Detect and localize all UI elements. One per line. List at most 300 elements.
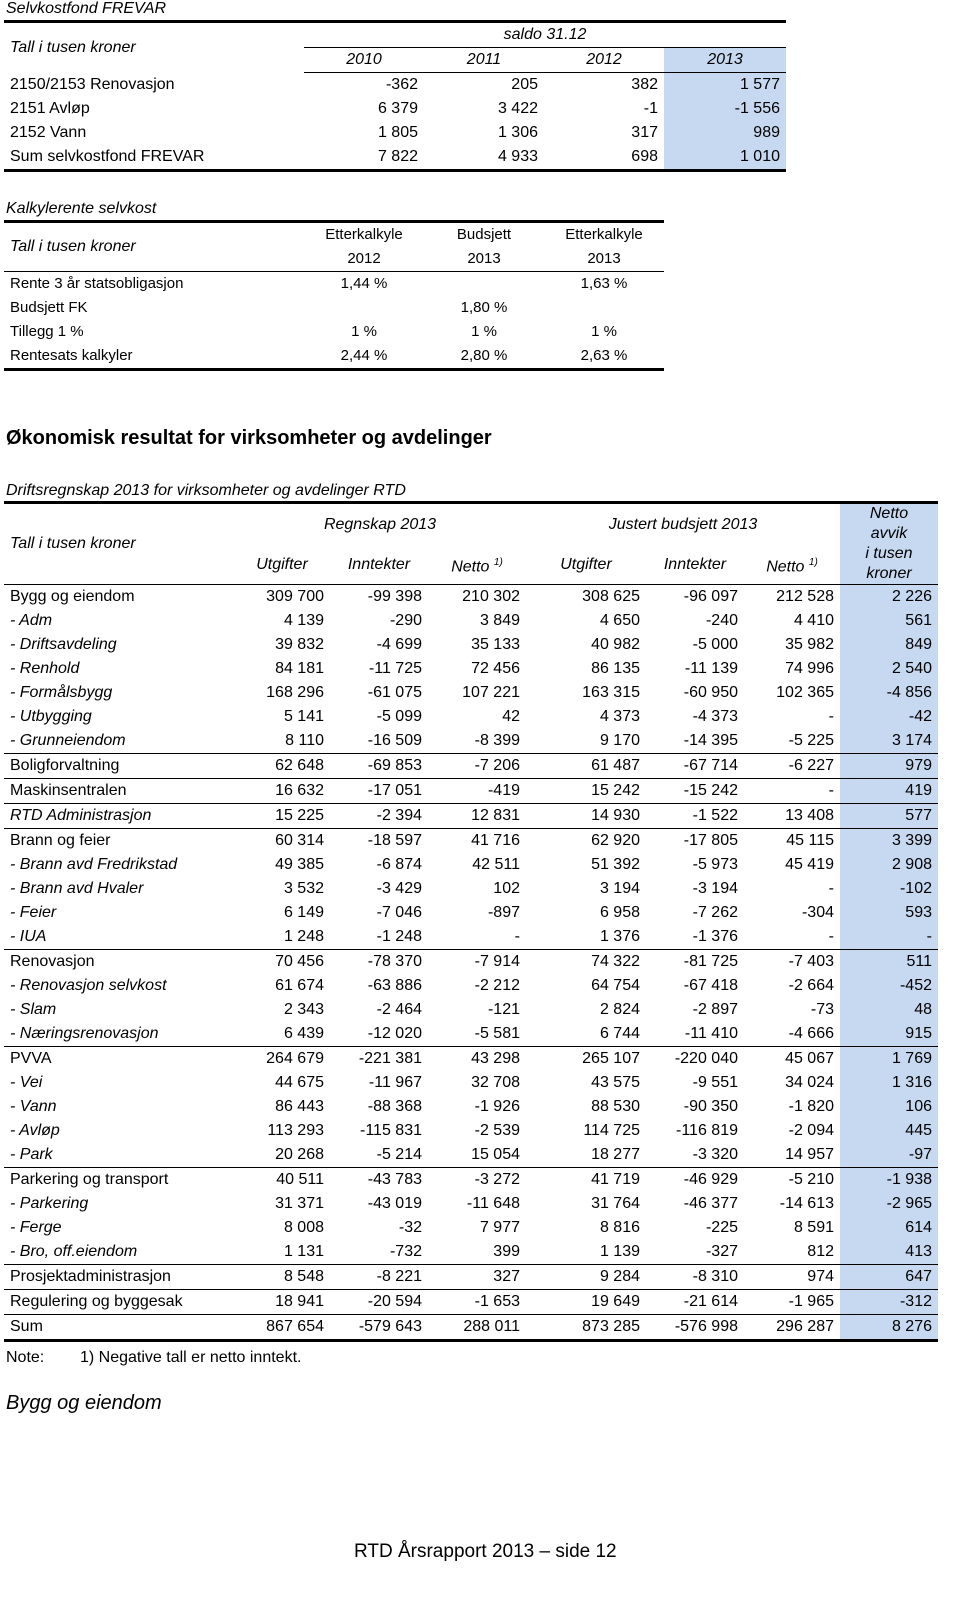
table-cell: -304 [801, 904, 834, 921]
footnote-marker: 1) [493, 556, 503, 568]
table-cell: 42 511 [472, 856, 520, 873]
table-cell: -73 [810, 1001, 834, 1018]
table-row [4, 974, 938, 998]
table-row [4, 1047, 938, 1072]
table-cell: 6 439 [283, 1025, 324, 1042]
table-row [4, 1168, 938, 1193]
table-cell: -3 429 [376, 880, 422, 897]
table-cell: 382 [631, 76, 658, 93]
table-cell: -362 [385, 76, 418, 93]
table-cell: -116 819 [676, 1122, 738, 1139]
row-label: - Brann avd Hvaler [10, 880, 144, 897]
table-cell: -96 097 [683, 588, 738, 605]
table-cell: 308 625 [582, 588, 640, 605]
row-label: - IUA [10, 928, 47, 945]
table-cell: -2 539 [474, 1122, 520, 1139]
t3-netto-avvik-line: i tusen [865, 545, 913, 562]
table-row [4, 657, 938, 681]
row-label: Sum [4, 1315, 234, 1341]
table-cell: -4 699 [376, 636, 422, 653]
t3-unit-label: Tall i tusen kroner [4, 503, 234, 585]
table-cell: 1 376 [599, 928, 640, 945]
t1-year-header: 2013 [664, 48, 786, 73]
table-row [4, 804, 938, 829]
table-cell: 61 674 [275, 977, 324, 994]
table-cell: -7 262 [692, 904, 738, 921]
table-cell: 577 [840, 804, 938, 829]
t3-group-regnskap: Regnskap 2013 [234, 503, 526, 547]
table-row [4, 754, 938, 779]
page-footer: RTD Årsrapport 2013 – side 12 [354, 1541, 617, 1562]
table-cell: 915 [840, 1022, 938, 1047]
table-cell: -61 075 [367, 684, 422, 701]
table-cell: 48 [840, 998, 938, 1022]
row-label: - Parkering [10, 1195, 89, 1212]
table-cell: -63 886 [367, 977, 422, 994]
table-cell: 1 010 [664, 145, 786, 171]
table-row [4, 1192, 938, 1216]
table-cell: 205 [511, 76, 538, 93]
t3-col-header-label: Inntekter [663, 556, 727, 573]
table-cell: 265 107 [526, 1047, 646, 1072]
table-cell: -2 394 [330, 804, 428, 829]
table-row [4, 1240, 938, 1265]
t3-netto-avvik-header [840, 503, 938, 585]
table-cell: - [514, 928, 520, 945]
table-cell: 6 379 [377, 100, 418, 117]
table-cell: -5 581 [474, 1025, 520, 1042]
table-cell: 35 133 [471, 636, 520, 653]
row-label: Sum selvkostfond FREVAR [4, 145, 304, 171]
table-cell: - [828, 708, 834, 725]
table-cell: 39 832 [275, 636, 324, 653]
note-text: 1) Negative tall er netto inntekt. [80, 1349, 302, 1366]
table-row [4, 1095, 938, 1119]
table-row [4, 853, 938, 877]
table-cell: 168 296 [266, 684, 324, 701]
table-cell: -46 377 [683, 1195, 738, 1212]
table-cell: -1 522 [646, 804, 744, 829]
table-cell: -11 648 [466, 1195, 520, 1212]
table-cell: -419 [428, 779, 526, 804]
table-cell: -102 [840, 877, 938, 901]
t3-col-header [428, 546, 526, 585]
t2-year-header: 2012 [304, 247, 424, 272]
table-cell: 1 139 [599, 1243, 640, 1260]
table-cell: -2 965 [840, 1192, 938, 1216]
table-cell: 296 287 [744, 1315, 840, 1341]
t1-table [4, 20, 786, 172]
table-row [4, 296, 664, 320]
table-cell: -67 418 [683, 977, 738, 994]
t3-col-header [526, 546, 646, 585]
row-label: - Næringsrenovasjon [10, 1025, 159, 1042]
table-cell: -43 783 [330, 1168, 428, 1193]
t3-col-header [744, 546, 840, 585]
table-cell: 1 248 [283, 928, 324, 945]
table-cell: 812 [807, 1243, 834, 1260]
row-label: Tillegg 1 % [10, 323, 84, 340]
table-cell: 8 110 [285, 732, 324, 749]
table-cell: -16 509 [367, 732, 422, 749]
table-row [4, 779, 938, 804]
table-cell: 62 920 [526, 829, 646, 854]
table-cell: 107 221 [462, 684, 520, 701]
table-cell: 14 930 [526, 804, 646, 829]
table-cell: 309 700 [266, 588, 324, 605]
table-cell: -8 310 [646, 1265, 744, 1290]
table-cell: 6 149 [283, 904, 324, 921]
table-cell: -240 [705, 612, 738, 629]
table-cell: -221 381 [330, 1047, 428, 1072]
table-cell: - [840, 925, 938, 950]
t1-title: Selvkostfond FREVAR [6, 0, 167, 17]
table-cell: -2 094 [788, 1122, 834, 1139]
table-cell: -14 395 [683, 732, 738, 749]
table-cell: 7 977 [479, 1219, 520, 1236]
table-cell: 4 373 [599, 708, 640, 725]
table-row [4, 901, 938, 925]
t3-col-header-label: Utgifter [256, 556, 308, 573]
table-cell: 35 982 [785, 636, 834, 653]
table-cell: 1,63 % [580, 275, 628, 292]
row-label: - Driftsavdeling [10, 636, 117, 653]
table-cell: 989 [664, 121, 786, 145]
table-cell: 413 [840, 1240, 938, 1265]
table-cell: 9 284 [526, 1265, 646, 1290]
table-cell: -69 853 [330, 754, 428, 779]
table-cell: -11 725 [368, 660, 422, 677]
table-cell: -67 714 [646, 754, 744, 779]
table-cell: -8 399 [474, 732, 520, 749]
table-cell: 8 276 [840, 1315, 938, 1341]
table-cell: 86 443 [275, 1098, 324, 1115]
table-cell: -11 410 [684, 1025, 738, 1042]
table-row [4, 344, 664, 370]
table-cell: 4 410 [793, 612, 834, 629]
row-label: 2151 Avløp [10, 100, 90, 117]
table-cell: -1 653 [428, 1290, 526, 1315]
table-cell: 867 654 [234, 1315, 330, 1341]
table-cell: -312 [840, 1290, 938, 1315]
t1-year-header: 2010 [304, 48, 424, 73]
table-cell: 614 [840, 1216, 938, 1240]
table-row [4, 1119, 938, 1143]
table-row [4, 73, 786, 98]
table-cell: 102 [493, 880, 520, 897]
table-cell: 19 649 [526, 1290, 646, 1315]
table-cell: 14 957 [785, 1146, 834, 1163]
row-label: 2152 Vann [10, 124, 87, 141]
row-label: Renovasjon [4, 950, 234, 975]
row-label: Maskinsentralen [4, 779, 234, 804]
table-cell: -4 666 [788, 1025, 834, 1042]
table-cell: -99 398 [367, 588, 422, 605]
table-cell: 16 632 [234, 779, 330, 804]
table-cell: 2 824 [599, 1001, 640, 1018]
table-cell: -60 950 [683, 684, 738, 701]
table-row [4, 145, 786, 171]
table-cell: 43 575 [591, 1074, 640, 1091]
table-cell: - [744, 779, 840, 804]
table-cell: 2,80 % [424, 344, 544, 370]
t2-year-header: 2013 [544, 247, 664, 272]
table-cell: 1 % [591, 323, 617, 340]
table-cell: 15 225 [234, 804, 330, 829]
row-label: - Utbygging [10, 708, 92, 725]
table-cell: 70 456 [234, 950, 330, 975]
row-label: - Renhold [10, 660, 80, 677]
t1-year-header: 2011 [424, 48, 544, 73]
row-label: Brann og feier [4, 829, 234, 854]
table-cell: 2 540 [840, 657, 938, 681]
table-cell: 32 708 [471, 1074, 520, 1091]
t2-year-header: 2013 [424, 247, 544, 272]
table-cell: 31 764 [591, 1195, 640, 1212]
t3-col-header-label: Netto [451, 558, 490, 576]
table-cell: 2,63 % [544, 344, 664, 370]
table-row [4, 609, 938, 633]
table-cell: -5 214 [376, 1146, 422, 1163]
row-label: Bygg og eiendom [10, 588, 135, 605]
table-cell: 1 577 [664, 73, 786, 98]
table-cell: 288 011 [428, 1315, 526, 1341]
row-label: PVVA [4, 1047, 234, 1072]
table-cell: -225 [705, 1219, 738, 1236]
table-cell: 163 315 [582, 684, 640, 701]
table-cell: 327 [428, 1265, 526, 1290]
table-row [4, 1022, 938, 1047]
section-heading: Økonomisk resultat for virksomheter og avdelinger [6, 427, 492, 449]
table-cell: 317 [631, 124, 658, 141]
row-label: - Ferge [10, 1219, 62, 1236]
table-cell: -88 368 [367, 1098, 422, 1115]
row-label: - Bro, off.eiendom [10, 1243, 138, 1260]
table-cell: 5 141 [283, 708, 324, 725]
table-cell: 1 769 [840, 1047, 938, 1072]
table-cell: -46 929 [646, 1168, 744, 1193]
table-cell: -11 967 [368, 1074, 422, 1091]
table-cell: 698 [544, 145, 664, 171]
table-cell: -7 206 [428, 754, 526, 779]
table-cell: -5 000 [692, 636, 738, 653]
table-cell: 84 181 [275, 660, 324, 677]
table-cell: -7 914 [428, 950, 526, 975]
table-row [4, 1290, 938, 1315]
table-cell: -452 [840, 974, 938, 998]
table-cell: 86 135 [591, 660, 640, 677]
table-cell: 45 067 [744, 1047, 840, 1072]
row-label: - Renovasjon selvkost [10, 977, 167, 994]
table-cell: 6 744 [599, 1025, 640, 1042]
table-cell: -15 242 [646, 779, 744, 804]
table-cell: 60 314 [234, 829, 330, 854]
table-cell: 45 115 [744, 829, 840, 854]
table-cell: -12 020 [367, 1025, 422, 1042]
table-cell: -6 227 [744, 754, 840, 779]
table-cell: 43 298 [428, 1047, 526, 1072]
row-label: 2150/2153 Renovasjon [10, 75, 175, 93]
row-label: Prosjektadministrasjon [4, 1265, 234, 1290]
table-cell: 511 [840, 950, 938, 975]
t3-netto-avvik-line: Netto [869, 505, 909, 522]
table-row [4, 272, 664, 297]
table-cell [544, 296, 664, 320]
table-cell: -3 320 [692, 1146, 738, 1163]
table-cell: 8 008 [283, 1219, 324, 1236]
table-row [4, 925, 938, 950]
table-cell: 88 530 [591, 1098, 640, 1115]
table-cell: 113 293 [267, 1122, 324, 1139]
row-label: - Vann [10, 1098, 57, 1115]
table-cell: 399 [493, 1243, 520, 1260]
table-cell: -8 221 [330, 1265, 428, 1290]
t3-title: Driftsregnskap 2013 for virksomheter og avdelinger RTD [6, 482, 406, 499]
table-cell: -90 350 [683, 1098, 738, 1115]
row-label: Parkering og transport [4, 1168, 234, 1193]
table-cell: 62 648 [234, 754, 330, 779]
row-label: - Adm [10, 612, 53, 629]
table-cell: -327 [705, 1243, 738, 1260]
table-cell: 51 392 [591, 856, 640, 873]
table-cell: 8 548 [234, 1265, 330, 1290]
table-cell: -121 [487, 1001, 520, 1018]
table-cell: -97 [840, 1143, 938, 1168]
table-cell: 264 679 [234, 1047, 330, 1072]
table-cell: -1 556 [664, 97, 786, 121]
table-cell: -7 046 [376, 904, 422, 921]
table-cell: -579 643 [330, 1315, 428, 1341]
table-row [4, 1315, 938, 1341]
t3-col-header-label: Inntekter [347, 556, 411, 573]
table-cell: 1 316 [840, 1071, 938, 1095]
table-cell: - [828, 880, 834, 897]
t1-year-header: 2012 [544, 48, 664, 73]
table-cell: -17 051 [330, 779, 428, 804]
t3-col-header [646, 546, 744, 585]
t3-col-header-label: Utgifter [560, 556, 612, 573]
table-cell: -2 897 [692, 1001, 738, 1018]
table-cell: 64 754 [591, 977, 640, 994]
table-cell: 647 [840, 1265, 938, 1290]
table-cell: 106 [840, 1095, 938, 1119]
table-cell: -1 820 [788, 1098, 834, 1115]
table-row [4, 705, 938, 729]
table-cell: 2 908 [840, 853, 938, 877]
row-label: Regulering og byggesak [4, 1290, 234, 1315]
table-cell: 3 194 [599, 880, 640, 897]
table-cell: 4 933 [424, 145, 544, 171]
table-cell: -3 272 [428, 1168, 526, 1193]
table-cell: -1 938 [840, 1168, 938, 1193]
table-cell: -43 019 [367, 1195, 422, 1212]
table-cell: 18 277 [591, 1146, 640, 1163]
table-cell: 974 [744, 1265, 840, 1290]
table-cell: -2 464 [376, 1001, 422, 1018]
row-label: Rente 3 år statsobligasjon [10, 275, 184, 292]
t1-unit-label: Tall i tusen kroner [4, 22, 304, 73]
row-label: RTD Administrasjon [4, 804, 234, 829]
table-row [4, 950, 938, 975]
table-cell: -2 664 [788, 977, 834, 994]
table-cell: 3 174 [840, 729, 938, 754]
table-cell: -4 856 [840, 681, 938, 705]
table-cell: -11 139 [684, 660, 738, 677]
t3-col-header [330, 546, 428, 585]
table-cell: 212 528 [776, 588, 834, 605]
row-label: - Grunneiendom [10, 732, 126, 749]
t2-title: Kalkylerente selvkost [6, 200, 157, 217]
table-cell: -18 597 [330, 829, 428, 854]
table-cell: 1,80 % [460, 299, 508, 316]
t2-header-row [4, 222, 664, 248]
table-cell: 42 [502, 708, 520, 725]
table-cell: -7 403 [744, 950, 840, 975]
table-cell: 3 532 [283, 880, 324, 897]
t3-group-budsjett: Justert budsjett 2013 [526, 503, 840, 547]
table-cell: -5 225 [788, 732, 834, 749]
table-row [4, 1216, 938, 1240]
table-cell: 40 511 [234, 1168, 330, 1193]
table-cell: -5 973 [692, 856, 738, 873]
table-row [4, 585, 938, 610]
t1-header-row [4, 22, 786, 48]
table-row [4, 729, 938, 754]
table-cell: - [828, 928, 834, 945]
table-cell: 4 139 [283, 612, 324, 629]
table-row [4, 877, 938, 901]
table-cell: 102 365 [776, 684, 834, 701]
table-cell: -897 [487, 904, 520, 921]
table-row [4, 121, 786, 145]
table-row [4, 633, 938, 657]
table-cell: 72 456 [471, 660, 520, 677]
t2-unit-label: Tall i tusen kroner [4, 222, 304, 272]
table-cell: -14 613 [779, 1195, 834, 1212]
table-cell: 8 591 [793, 1219, 834, 1236]
table-row [4, 1143, 938, 1168]
table-cell: 210 302 [462, 588, 520, 605]
table-cell: -42 [840, 705, 938, 729]
table-cell: 49 385 [275, 856, 324, 873]
table-row [4, 320, 664, 344]
row-label: Rentesats kalkyler [4, 344, 304, 370]
table-cell: -3 194 [692, 880, 738, 897]
table-cell: 44 675 [275, 1074, 324, 1091]
table-cell: 4 650 [599, 612, 640, 629]
t2-table [4, 220, 664, 371]
table-cell: -1 965 [744, 1290, 840, 1315]
table-cell: 9 170 [599, 732, 640, 749]
row-label: - Avløp [10, 1122, 60, 1139]
t2-col-header: Budsjett [424, 222, 544, 248]
table-cell: -1 248 [376, 928, 422, 945]
table-cell: 41 716 [428, 829, 526, 854]
t1-group-header: saldo 31.12 [304, 22, 786, 48]
table-cell: 20 268 [275, 1146, 324, 1163]
table-cell: -5 210 [744, 1168, 840, 1193]
table-cell: 2,44 % [304, 344, 424, 370]
table-cell: 114 725 [583, 1122, 640, 1139]
table-cell: -17 805 [646, 829, 744, 854]
table-cell: -115 831 [360, 1122, 422, 1139]
table-row [4, 1265, 938, 1290]
table-cell: 1 805 [377, 124, 418, 141]
table-cell: -78 370 [330, 950, 428, 975]
note-label: Note: [6, 1349, 45, 1366]
table-cell: 61 487 [526, 754, 646, 779]
t3-header-row [4, 503, 938, 547]
